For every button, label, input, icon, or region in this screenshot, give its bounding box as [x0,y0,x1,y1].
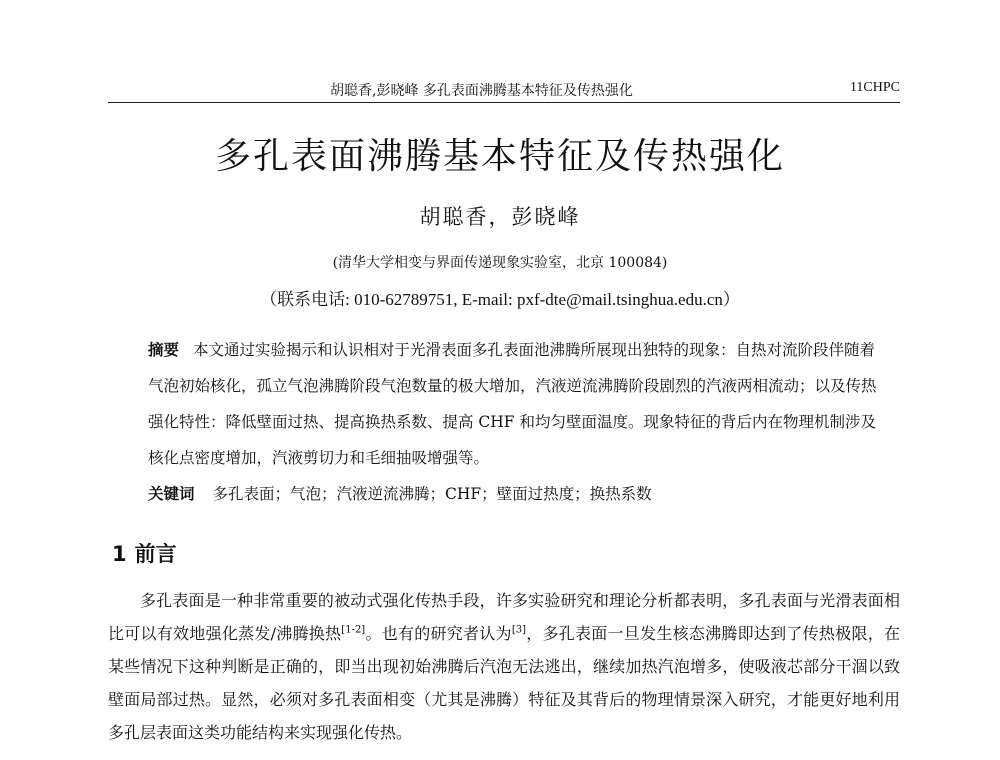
keywords-text: 多孔表面；气泡；汽液逆流沸腾；CHF；壁面过热度；换热系数 [212,485,652,503]
abstract [148,332,878,476]
body-paragraph [108,584,900,749]
affiliation: (清华大学相变与界面传递现象实验室，北京 100084) [332,255,668,271]
running-header [108,78,900,103]
conference-tag: 11CHPC [849,80,900,95]
section-number: 1 [112,542,127,566]
section-heading [112,538,177,568]
body-text-part2: 。也有的研究者认为 [365,624,512,643]
authors: 胡聪香，彭晓峰 [419,205,581,229]
contact-info: （联系电话: 010-62789751, E-mail: pxf-dte@mail.tsinghua.edu.cn） [260,290,740,309]
section-title: 前言 [134,542,177,566]
body-text-part1: 多孔表面是一种非常重要的被动式强化传热手段，许多实验研究和理论分析都表明，多孔表面与光滑表面相比可以有效地强化蒸发/沸腾换热 [108,591,900,643]
body-text-part3: ，多孔表面一旦发生核态沸腾即达到了传热极限，在某些情况下这种判断是正确的，即当出现初始沸腾后汽泡无法逃出，继续加热汽泡增多，使吸液芯部分干涸以致壁面局部过热。显然，必须对多孔表面相变（尤其是沸腾）特征及其背后的物理情景深入研究，才能更好地利用多孔层表面这类功能结构来实现强化传热。 [108,624,900,742]
keywords-label: 关键词 [148,485,195,503]
keywords [148,480,878,508]
citation-ref: [1-2] [341,624,366,636]
abstract-label: 摘要 [148,341,180,359]
citation-ref: [3] [511,624,526,636]
running-title: 胡聪香,彭晓峰 多孔表面沸腾基本特征及传热强化 [330,83,633,99]
abstract-text: 本文通过实验揭示和认识相对于光滑表面多孔表面池沸腾所展现出独特的现象：自热对流阶段伴随着气泡初始核化，孤立气泡沸腾阶段气泡数量的极大增加，汽液逆流沸腾阶段剧烈的汽液两相流动；以及传热强化特性：降低壁面过热、提高换热系数、提高 CHF 和均匀壁面温度。现象特征的背后内在物理机制涉及核化点密度增加，汽液剪切力和毛细抽吸增强等。 [148,341,877,467]
paper-title: 多孔表面沸腾基本特征及传热强化 [214,136,785,177]
